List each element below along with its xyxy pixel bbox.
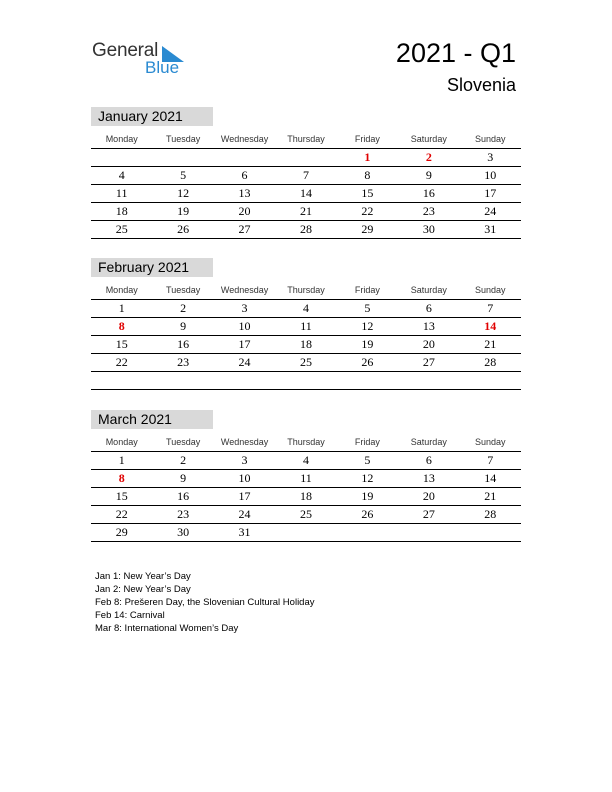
weekday-header: Thursday (287, 285, 325, 295)
day-cell: 20 (238, 204, 251, 218)
month-block (91, 258, 521, 369)
day-cell: 2 (425, 150, 432, 164)
day-cell: 14 (484, 319, 497, 333)
empty-day-cell (460, 372, 521, 389)
empty-day-cell (152, 149, 213, 166)
day-cell: 27 (238, 222, 251, 236)
week-row (91, 470, 521, 488)
day-cell: 5 (364, 301, 371, 315)
day-cell: 4 (302, 301, 309, 315)
day-cell: 24 (484, 204, 497, 218)
month-grid (91, 282, 521, 390)
weekday-header: Wednesday (220, 134, 269, 144)
day-cell: 26 (361, 507, 374, 521)
holiday-note: Mar 8: International Women’s Day (95, 623, 239, 634)
day-cell: 7 (487, 301, 494, 315)
day-cell: 8 (118, 471, 125, 485)
day-cell: 2 (180, 301, 187, 315)
weekday-header: Sunday (474, 134, 506, 144)
day-cell: 26 (361, 355, 374, 369)
day-cell: 30 (422, 222, 435, 236)
day-cell: 12 (361, 319, 374, 333)
empty-day-cell (214, 372, 275, 389)
empty-day-cell (337, 372, 398, 389)
day-cell: 13 (422, 319, 435, 333)
day-cell: 1 (364, 150, 371, 164)
weekday-header: Monday (105, 285, 138, 295)
day-cell: 20 (422, 489, 435, 503)
week-row (91, 167, 521, 185)
weekday-header: Friday (354, 285, 380, 295)
empty-day-cell (152, 372, 213, 389)
month-title: January 2021 (91, 107, 213, 126)
day-cell: 29 (115, 525, 128, 539)
empty-day-cell (398, 372, 459, 389)
day-cell: 21 (484, 337, 497, 351)
empty-day-cell (337, 524, 398, 541)
day-cell: 28 (484, 507, 497, 521)
day-cell: 16 (422, 186, 435, 200)
day-cell: 22 (115, 507, 128, 521)
weekday-header: Tuesday (166, 285, 201, 295)
weekday-header: Saturday (410, 285, 447, 295)
week-row (91, 452, 521, 470)
logo (92, 40, 192, 80)
week-row (91, 524, 521, 542)
week-row (91, 506, 521, 524)
empty-day-cell (460, 524, 521, 541)
day-cell: 12 (177, 186, 190, 200)
day-cell: 4 (118, 168, 125, 182)
day-cell: 16 (177, 337, 190, 351)
day-cell: 15 (115, 489, 128, 503)
day-cell: 18 (299, 489, 312, 503)
day-cell: 28 (299, 222, 312, 236)
day-cell: 23 (422, 204, 435, 218)
week-row (91, 318, 521, 336)
week-row (91, 336, 521, 354)
day-cell: 24 (238, 355, 251, 369)
logo-general-text: General (92, 40, 159, 61)
day-cell: 23 (177, 507, 190, 521)
day-cell: 3 (487, 150, 494, 164)
holiday-note: Feb 8: Prešeren Day, the Slovenian Cultural Holiday (95, 597, 315, 608)
weekday-header: Thursday (287, 134, 325, 144)
day-cell: 19 (361, 337, 374, 351)
day-cell: 31 (484, 222, 497, 236)
day-cell: 21 (299, 204, 312, 218)
week-row (91, 354, 521, 372)
empty-day-cell (398, 524, 459, 541)
month-grid (91, 434, 521, 542)
month-title: February 2021 (91, 258, 213, 277)
day-cell: 8 (118, 319, 125, 333)
day-cell: 20 (422, 337, 435, 351)
day-cell: 9 (180, 319, 187, 333)
day-cell: 6 (241, 168, 248, 182)
holiday-note: Jan 2: New Year’s Day (95, 584, 191, 595)
holiday-note: Feb 14: Carnival (95, 610, 165, 621)
day-cell: 9 (425, 168, 432, 182)
weekday-header-row (91, 434, 521, 452)
day-cell: 5 (180, 168, 187, 182)
weekday-header: Wednesday (220, 437, 269, 447)
day-cell: 3 (241, 301, 248, 315)
weekday-header: Monday (105, 437, 138, 447)
weekday-header: Saturday (410, 437, 447, 447)
weekday-header: Friday (354, 437, 380, 447)
day-cell: 10 (238, 471, 251, 485)
empty-day-cell (275, 372, 336, 389)
page-title: 2021 - Q1 (395, 38, 516, 68)
empty-day-cell (275, 149, 336, 166)
day-cell: 6 (425, 301, 432, 315)
day-cell: 9 (180, 471, 187, 485)
day-cell: 11 (115, 186, 128, 200)
day-cell: 26 (177, 222, 190, 236)
day-cell: 18 (299, 337, 312, 351)
day-cell: 6 (425, 453, 432, 467)
weekday-header-row (91, 282, 521, 300)
day-cell: 22 (361, 204, 374, 218)
week-row (91, 185, 521, 203)
day-cell: 3 (241, 453, 248, 467)
weekday-header: Tuesday (166, 437, 201, 447)
day-cell: 11 (300, 319, 312, 333)
day-cell: 31 (238, 525, 251, 539)
day-cell: 21 (484, 489, 497, 503)
weekday-header: Monday (105, 134, 138, 144)
day-cell: 17 (238, 337, 251, 351)
day-cell: 5 (364, 453, 371, 467)
day-cell: 10 (484, 168, 497, 182)
day-cell: 13 (238, 186, 251, 200)
month-block (91, 107, 521, 236)
day-cell: 14 (484, 471, 497, 485)
empty-day-cell (91, 372, 152, 389)
day-cell: 2 (180, 453, 187, 467)
day-cell: 7 (487, 453, 494, 467)
day-cell: 28 (484, 355, 497, 369)
day-cell: 27 (422, 355, 435, 369)
weekday-header: Sunday (474, 285, 506, 295)
week-row (91, 203, 521, 221)
weekday-header-row (91, 131, 521, 149)
month-block (91, 410, 521, 539)
week-row (91, 372, 521, 390)
month-title: March 2021 (91, 410, 213, 429)
day-cell: 16 (177, 489, 190, 503)
weekday-header: Wednesday (220, 285, 269, 295)
week-row (91, 488, 521, 506)
weekday-header: Friday (354, 134, 380, 144)
day-cell: 11 (300, 471, 312, 485)
day-cell: 18 (115, 204, 128, 218)
day-cell: 14 (299, 186, 312, 200)
weekday-header: Tuesday (166, 134, 201, 144)
day-cell: 7 (302, 168, 309, 182)
week-row (91, 149, 521, 167)
empty-day-cell (91, 149, 152, 166)
day-cell: 17 (484, 186, 497, 200)
day-cell: 24 (238, 507, 251, 521)
logo-blue-text: Blue (145, 58, 180, 77)
week-row (91, 300, 521, 318)
empty-day-cell (275, 524, 336, 541)
empty-day-cell (214, 149, 275, 166)
holiday-notes (95, 570, 315, 635)
weekday-header: Thursday (287, 437, 325, 447)
day-cell: 13 (422, 471, 435, 485)
day-cell: 1 (118, 301, 125, 315)
week-row (91, 221, 521, 239)
day-cell: 25 (115, 222, 128, 236)
day-cell: 23 (177, 355, 190, 369)
month-grid (91, 131, 521, 239)
day-cell: 4 (302, 453, 309, 467)
day-cell: 30 (177, 525, 190, 539)
day-cell: 25 (299, 507, 312, 521)
weekday-header: Saturday (410, 134, 447, 144)
day-cell: 22 (115, 355, 128, 369)
day-cell: 19 (361, 489, 374, 503)
day-cell: 15 (361, 186, 374, 200)
weekday-header: Sunday (474, 437, 506, 447)
day-cell: 29 (361, 222, 374, 236)
holiday-note: Jan 1: New Year’s Day (95, 571, 191, 582)
day-cell: 8 (364, 168, 371, 182)
day-cell: 17 (238, 489, 251, 503)
day-cell: 12 (361, 471, 374, 485)
day-cell: 1 (118, 453, 125, 467)
day-cell: 19 (177, 204, 190, 218)
day-cell: 25 (299, 355, 312, 369)
day-cell: 27 (422, 507, 435, 521)
day-cell: 10 (238, 319, 251, 333)
day-cell: 15 (115, 337, 128, 351)
country-name: Slovenia (446, 75, 516, 95)
